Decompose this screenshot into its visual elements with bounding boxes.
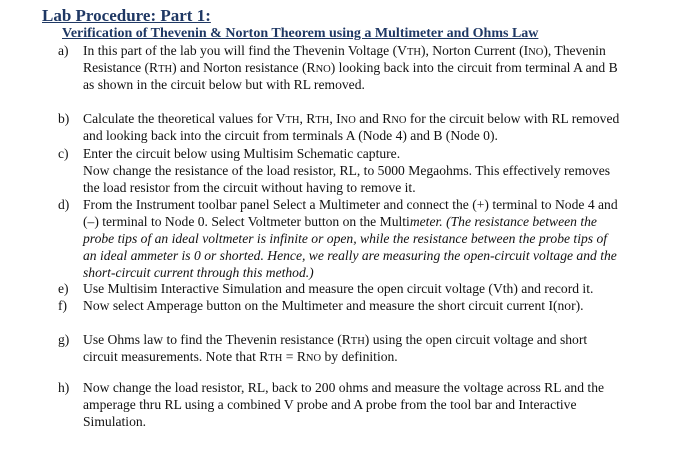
- step-text-line: amperage thru RL using a combined V probe and A probe from the tool bar and Interactive: [83, 397, 577, 412]
- step-text-line: Use Ohms law to find the Thevenin resistance (RTH) using the open circuit voltage and short: [83, 332, 588, 347]
- step-label: h): [58, 380, 70, 395]
- step-text-line: Now change the load resistor, RL, back to 200 ohms and measure the voltage across RL and the: [83, 380, 605, 395]
- step-text-line: circuit measurements. Note that RTH = RNO by definition.: [83, 349, 398, 364]
- step-text-line: Enter the circuit below using Multisim Schematic capture.: [83, 146, 401, 161]
- step-label: d): [58, 197, 70, 212]
- step-text-line: (–) terminal to Node 0. Select Voltmeter button on the Multimeter. (The resistance between the: [83, 214, 597, 229]
- step-text-line: short-circuit current through this method.): [83, 265, 314, 280]
- step-text-line: From the Instrument toolbar panel Select a Multimeter and connect the (+) terminal to Node 4 and: [83, 197, 618, 212]
- step-label: g): [58, 332, 70, 347]
- step-text-line: Simulation.: [83, 414, 147, 429]
- step-label: f): [58, 298, 68, 313]
- step-text-line: an ideal ammeter is 0 or shorted. Hence, we really are measuring the open-circuit voltage and the: [83, 248, 617, 263]
- step-text-line: Now select Amperage button on the Multimeter and measure the short circuit current I(nor).: [83, 298, 584, 313]
- step-text-line: Resistance (RTH) and Norton resistance (RNO) looking back into the circuit from terminal A and B: [83, 60, 618, 75]
- step-text-line: probe tips of an ideal voltmeter is infinite or open, while the resistance between the probe tips of: [83, 231, 608, 246]
- step-label: b): [58, 111, 70, 126]
- step-text-line: Use Multisim Interactive Simulation and measure the open circuit voltage (Vth) and record it.: [83, 281, 594, 296]
- step-text-line: the load resistor from the circuit without having to remove it.: [83, 180, 416, 195]
- step-text-line: Calculate the theoretical values for VTH, RTH, INO and RNO for the circuit below with RL removed: [83, 111, 620, 126]
- section-heading: Lab Procedure: Part 1:: [42, 6, 211, 25]
- step-label: a): [58, 43, 69, 58]
- step-text-line: In this part of the lab you will find the Thevenin Voltage (VTH), Norton Current (INO), Thevenin: [83, 43, 606, 58]
- step-text-line: as shown in the circuit below but with RL removed.: [83, 77, 365, 92]
- section-subheading: Verification of Thevenin & Norton Theorem using a Multimeter and Ohms Law: [62, 26, 539, 41]
- step-text-line: Now change the resistance of the load resistor, RL, to 5000 Megaohms. This effectively removes: [83, 163, 611, 178]
- step-label: c): [58, 146, 69, 161]
- step-label: e): [58, 281, 69, 296]
- step-text-line: and looking back into the circuit from terminals A (Node 4) and B (Node 0).: [83, 128, 498, 143]
